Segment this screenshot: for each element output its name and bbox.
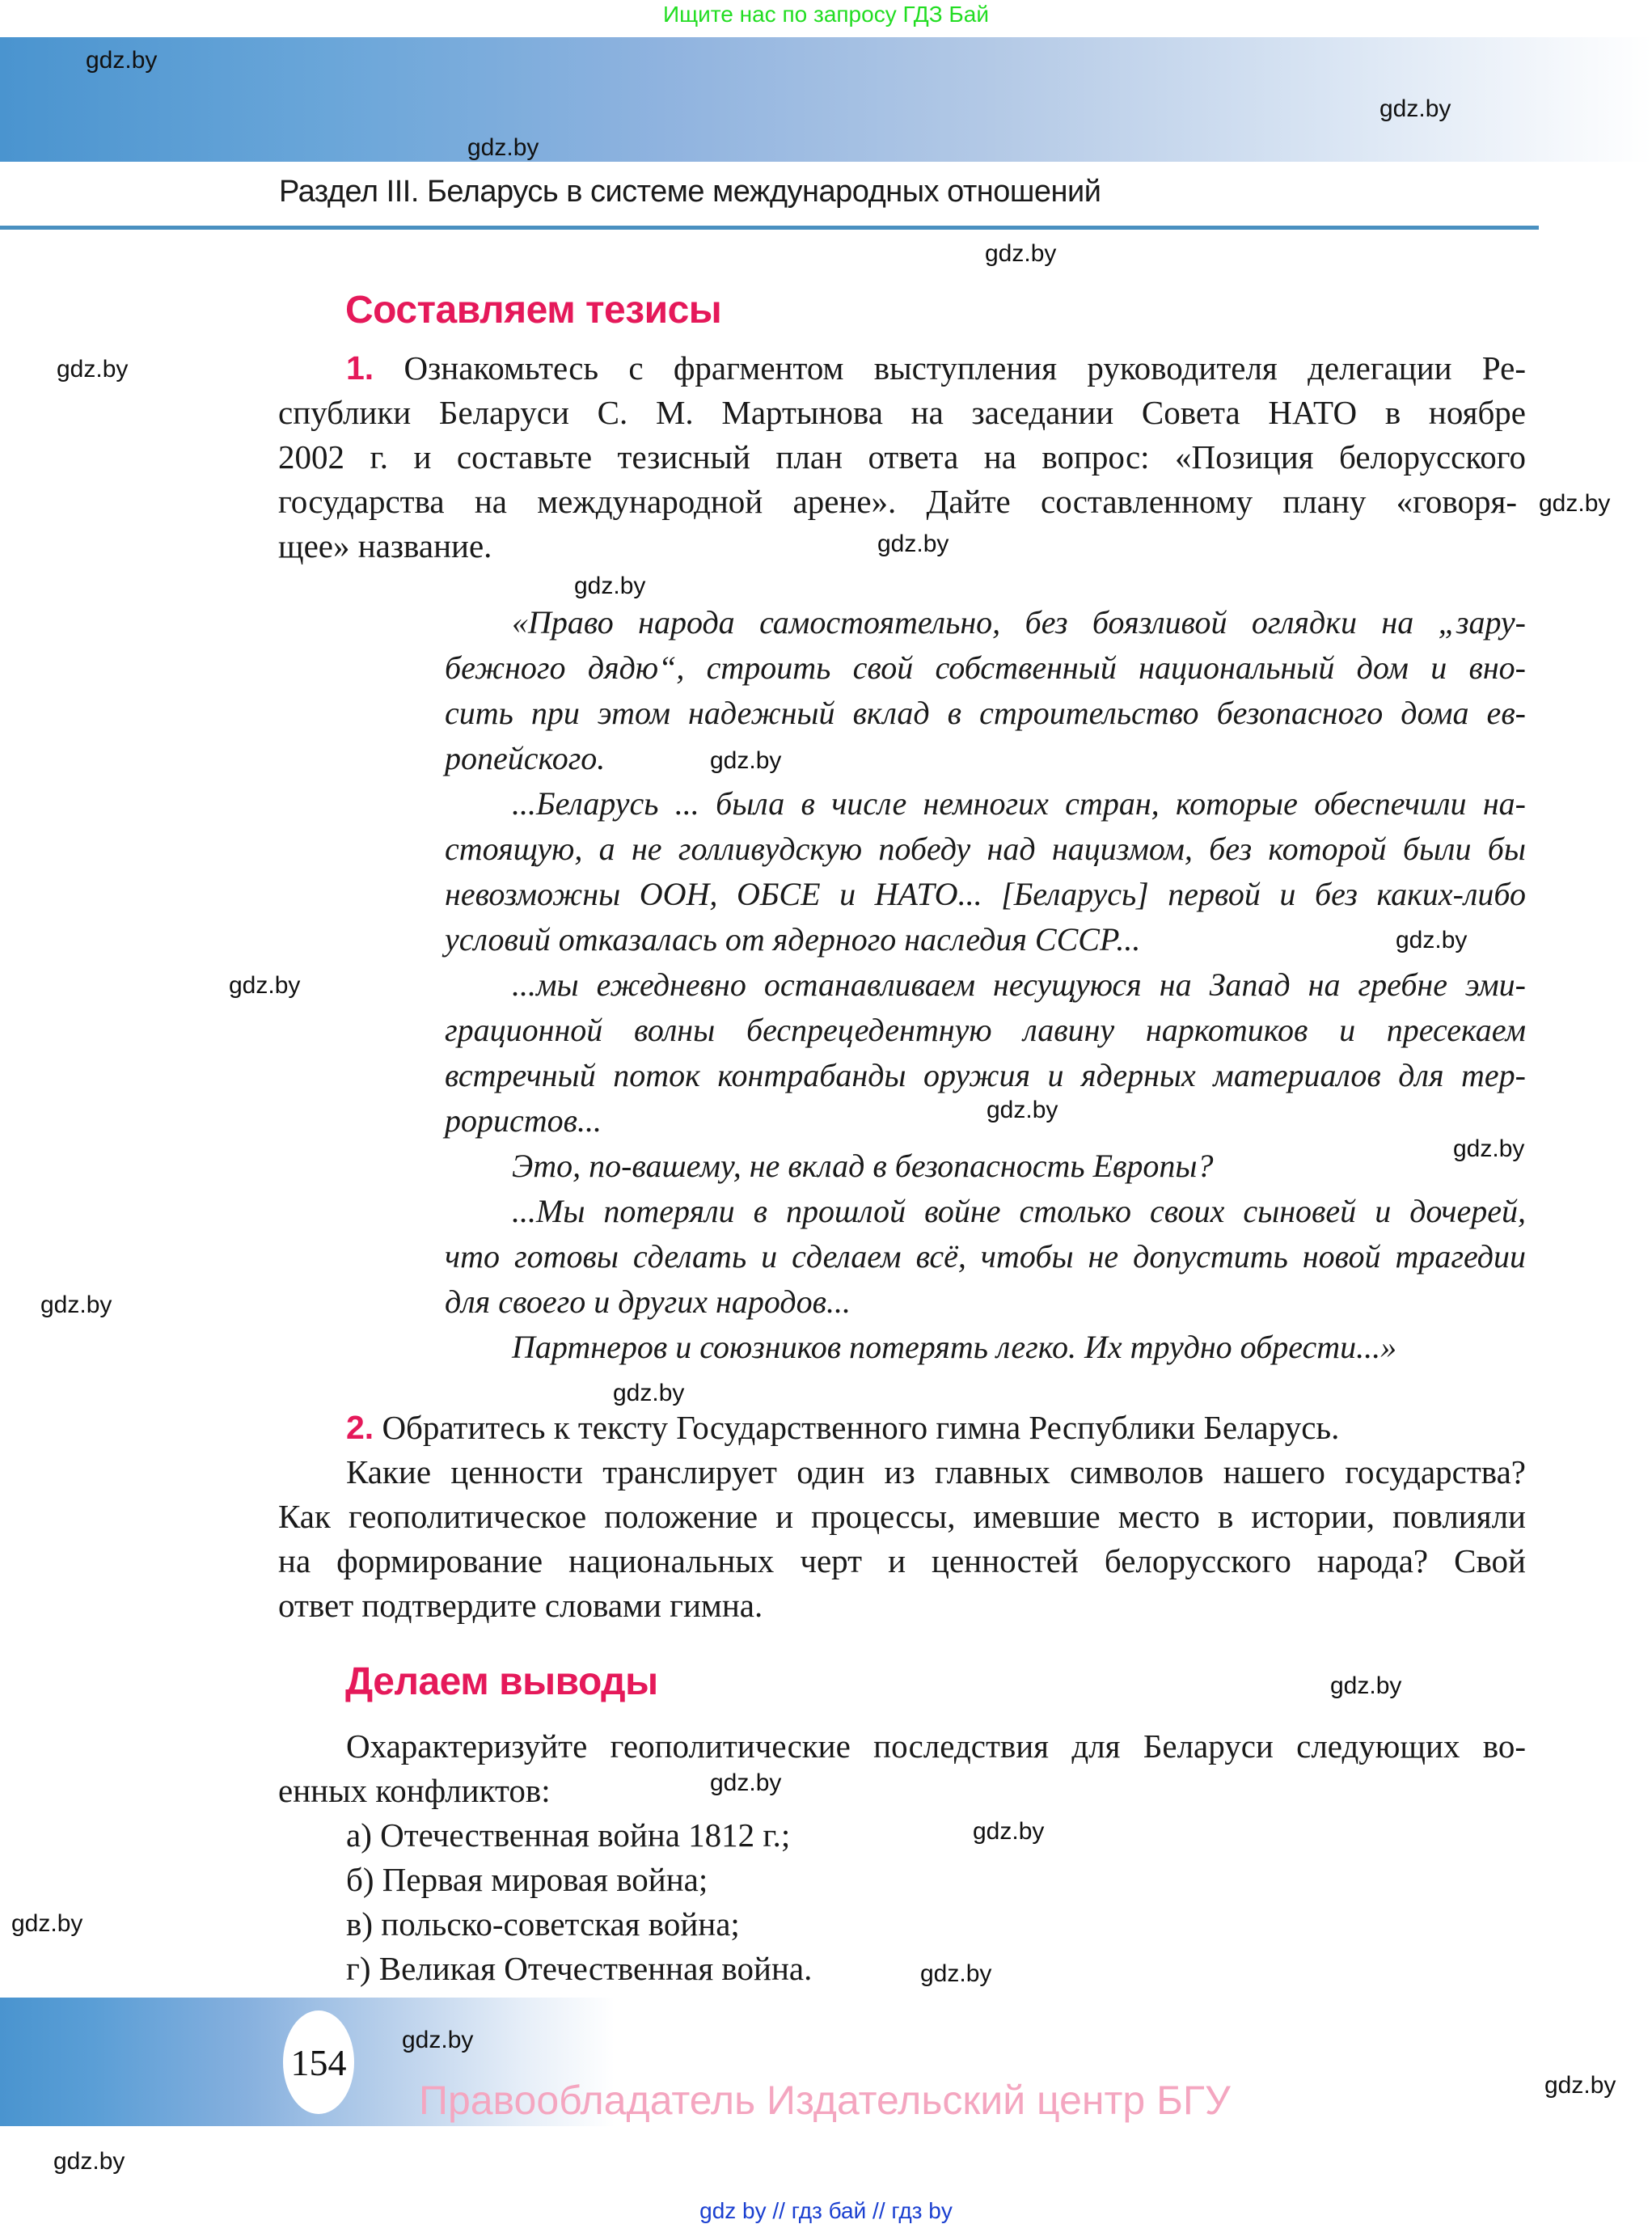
quote-line: стоящую, а не голливудскую победу над нацизмом, без которой были бы — [445, 831, 1526, 867]
quote-line: ропейского. — [445, 740, 606, 776]
task2-line: на формирование национальных черт и ценностей белорусского народа? Свой — [278, 1542, 1526, 1579]
watermark: gdz.by — [710, 1769, 782, 1796]
watermark: gdz.by — [40, 1292, 112, 1318]
quote-line: для своего и других народов... — [445, 1283, 851, 1320]
quote-line: бежного дядю“, строить свой собственный национальный дом и вно- — [445, 649, 1526, 686]
section-title-conclusions: Делаем выводы — [345, 1660, 658, 1703]
conclusions-line: Охарактеризуйте геополитические последствия для Беларуси следующих во- — [346, 1727, 1526, 1765]
task1-line: спублики Беларуси С. М. Мартынова на заседании Совета НАТО в ноябре — [278, 394, 1526, 431]
conflict-item: б) Первая мировая война; — [346, 1861, 708, 1898]
conflict-item: г) Великая Отечественная война. — [346, 1950, 813, 1987]
watermark: gdz.by — [53, 2148, 125, 2175]
watermark: gdz.by — [973, 1818, 1045, 1845]
quote-line: ...Мы потеряли в прошлой войне столько своих сыновей и дочерей, — [512, 1193, 1526, 1229]
watermark: gdz.by — [1396, 927, 1468, 953]
task1-line: 2002 г. и составьте тезисный план ответа на вопрос: «Позиция белорусского — [278, 438, 1526, 476]
running-head: Раздел III. Беларусь в системе международных отношений — [279, 175, 1101, 209]
watermark: gdz.by — [57, 356, 129, 383]
top-banner-text: Ищите нас по запросу ГДЗ Бай — [662, 2, 990, 27]
conflict-item: в) польско-советская война; — [346, 1905, 740, 1943]
watermark: gdz.by — [402, 2027, 474, 2053]
task2-line: Какие ценности транслирует один из главных символов нашего государства? — [346, 1453, 1526, 1490]
quote-line: условий отказалась от ядерного наследия СССР... — [445, 921, 1141, 958]
watermark: gdz.by — [1330, 1672, 1402, 1699]
watermark: gdz.by — [229, 972, 301, 999]
watermark: gdz.by — [467, 134, 539, 161]
watermark: gdz.by — [1544, 2072, 1616, 2099]
quote-line: невозможны ООН, ОБСЕ и НАТО... [Беларусь] первой и без каких-либо — [445, 876, 1526, 912]
quote-line: «Право народа самостоятельно, без боязливой оглядки на „зару- — [512, 604, 1526, 641]
quote-line: ...мы ежедневно останавливаем несущуюся на Запад на гребне эми- — [512, 966, 1526, 1003]
quote-line: грационной волны беспрецедентную лавину наркотиков и пресекаем — [445, 1012, 1526, 1048]
watermark: gdz.by — [987, 1097, 1058, 1123]
task1-line — [346, 346, 1526, 391]
watermark: gdz.by — [985, 240, 1057, 267]
watermark: gdz.by — [920, 1960, 992, 1987]
header-rule — [0, 226, 1539, 230]
watermark: gdz.by — [574, 573, 646, 599]
quote-line: ...Беларусь ... была в числе немногих стран, которые обеспечили на- — [512, 785, 1526, 822]
page-number: 154 — [283, 2010, 354, 2114]
task1-line: государства на международной арене». Дайте составленному плану «говоря- — [278, 483, 1517, 520]
task1-text: Ознакомьтесь с фрагментом выступления руководителя делегации Ре- — [403, 349, 1527, 387]
task1-line: щее» название. — [278, 527, 492, 564]
section-title-theses: Составляем тезисы — [345, 289, 722, 332]
watermark: gdz.by — [86, 47, 158, 74]
task2-line — [346, 1406, 1526, 1450]
quote-line: рористов... — [445, 1102, 602, 1139]
quote-line: встречный поток контрабанды оружия и ядерных материалов для тер- — [445, 1057, 1526, 1093]
watermark: gdz.by — [1453, 1135, 1525, 1162]
conclusions-line: енных конфликтов: — [278, 1772, 551, 1809]
quote-line: Это, по-вашему, не вклад в безопасность Европы? — [512, 1148, 1214, 1184]
watermark: gdz.by — [11, 1910, 83, 1937]
watermark: gdz.by — [613, 1380, 685, 1406]
task2-text: Обратитесь к тексту Государственного гимна Республики Беларусь. — [382, 1409, 1340, 1446]
conflict-item: а) Отечественная война 1812 г.; — [346, 1816, 791, 1854]
footer-links[interactable]: gdz by // гдз бай // гдз by — [699, 2198, 953, 2223]
quote-line: что готовы сделать и сделаем всё, чтобы не допустить новой трагедии — [445, 1238, 1526, 1275]
copyright-notice: Правообладатель Издательский центр БГУ — [419, 2078, 1231, 2123]
task2-line: Как геополитическое положение и процессы, имевшие место в истории, повлияли — [278, 1498, 1526, 1535]
task-number: 2. — [346, 1409, 374, 1446]
watermark: gdz.by — [1539, 490, 1611, 517]
watermark: gdz.by — [1379, 95, 1451, 122]
watermark: gdz.by — [877, 531, 949, 557]
quote-line: Партнеров и союзников потерять легко. Их трудно обрести...» — [512, 1329, 1397, 1365]
watermark: gdz.by — [710, 747, 782, 774]
task-number: 1. — [346, 349, 374, 387]
task2-line: ответ подтвердите словами гимна. — [278, 1587, 763, 1624]
quote-line: сить при этом надежный вклад в строительство безопасного дома ев- — [445, 695, 1526, 731]
